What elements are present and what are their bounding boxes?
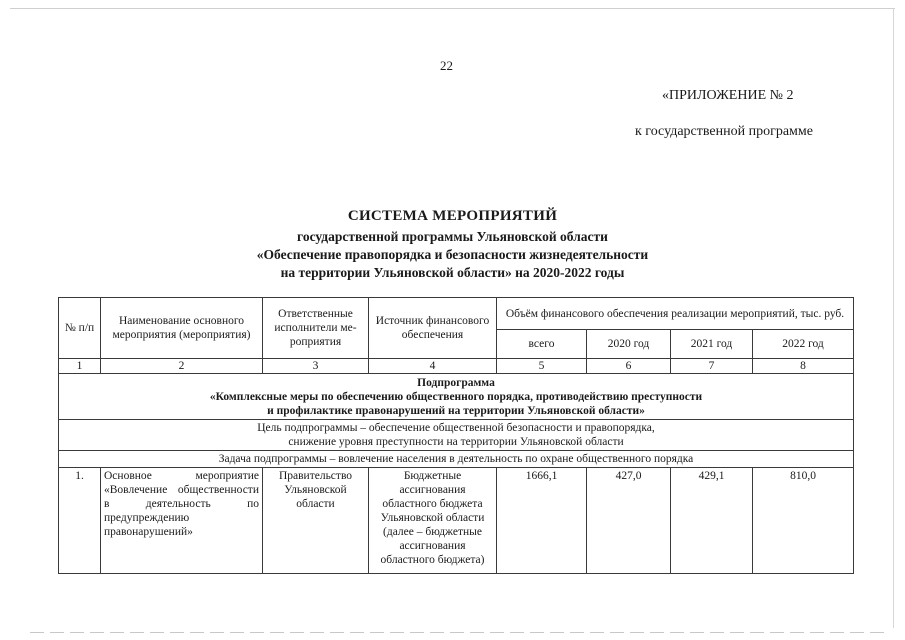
scan-edge-top: [10, 8, 895, 9]
table-row: [59, 468, 854, 574]
appendix-subtitle: к государственной программе: [635, 124, 813, 139]
row-2022: 810,0: [753, 468, 854, 574]
scan-edge-bottom: [30, 632, 890, 633]
document-subtitle-line-1: государственной программы Ульяновской области: [297, 229, 608, 244]
column-number: 6: [587, 359, 671, 374]
page-number: 22: [440, 58, 453, 73]
header-total: всего: [497, 330, 587, 359]
document-title: СИСТЕМА МЕРОПРИЯТИЙ: [347, 208, 558, 224]
header-finance: Объём финансового обеспечения реализации мероприятий, тыс. руб.: [497, 298, 854, 330]
column-number: 7: [671, 359, 753, 374]
header-num: № п/п: [59, 298, 101, 359]
appendix-title: «ПРИЛОЖЕНИЕ № 2: [662, 88, 794, 103]
subprogram-title-line-1: «Комплексные меры по обеспечению общественного порядка, противодействию преступности: [209, 390, 703, 403]
header-2022: 2022 год: [753, 330, 854, 359]
subprogram-task: Задача подпрограммы – вовлечение населения в деятельность по охране общественного порядка: [59, 451, 854, 468]
row-2021: 429,1: [671, 468, 753, 574]
column-number: 4: [369, 359, 497, 374]
header-2021: 2021 год: [671, 330, 753, 359]
row-executor: Правительство Ульяновской области: [263, 468, 369, 574]
header-name: Наименование основного мероприятия (мероприятия): [101, 298, 263, 359]
header-source: Источник финансового обеспечения: [369, 298, 497, 359]
row-2020: 427,0: [587, 468, 671, 574]
subprogram-title-cell: [59, 374, 854, 420]
column-number: 5: [497, 359, 587, 374]
subprogram-goal-line-1: Цель подпрограммы – обеспечение общественной безопасности и правопорядка,: [257, 422, 655, 434]
measures-table: [58, 297, 854, 574]
row-name: Основное мероприятие «Вовлечение общественности в деятельность по предупреждению правонарушений»: [101, 468, 263, 574]
subprogram-goal-line-2: снижение уровня преступности на территории Ульяновской области: [288, 436, 624, 448]
document-subtitle-line-2: «Обеспечение правопорядка и безопасности жизнедеятельности: [256, 247, 649, 262]
subprogram-title-line-2: и профилактике правонарушений на территории Ульяновской области»: [267, 404, 645, 417]
row-total: 1666,1: [497, 468, 587, 574]
document-subtitle-line-3: на территории Ульяновской области» на 2020-2022 годы: [280, 265, 625, 280]
column-number: 2: [101, 359, 263, 374]
subprogram-goal-cell: [59, 420, 854, 451]
row-num: 1.: [59, 468, 101, 574]
column-number: 1: [59, 359, 101, 374]
header-2020: 2020 год: [587, 330, 671, 359]
row-source: Бюджетные ассигнования областного бюджета Ульяновской области (далее – бюджетные ассигнования областного бюджета): [369, 468, 497, 574]
column-number: 3: [263, 359, 369, 374]
scan-edge-right: [893, 8, 894, 628]
column-number: 8: [753, 359, 854, 374]
header-executors: Ответственные исполнители ме-роприятия: [263, 298, 369, 359]
subprogram-label: Подпрограмма: [417, 376, 495, 389]
